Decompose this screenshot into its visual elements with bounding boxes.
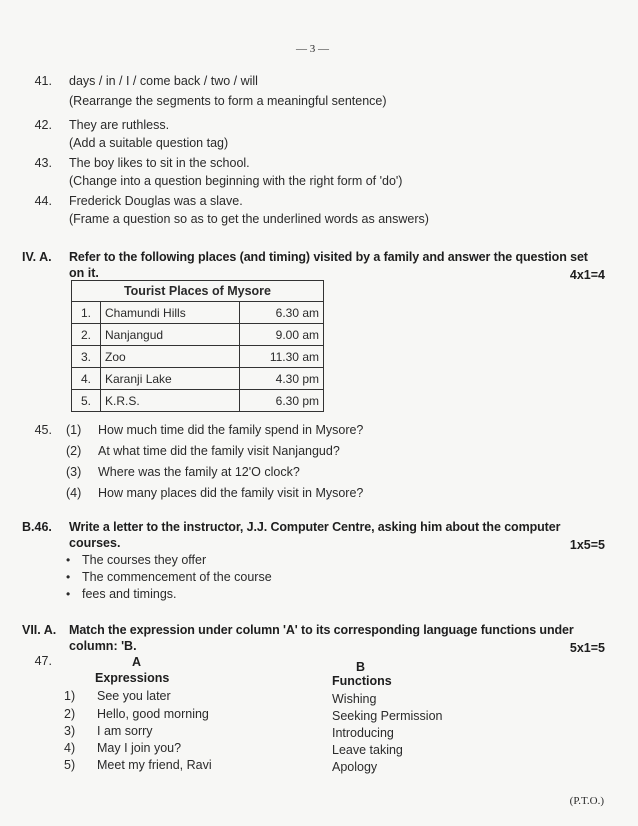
section-instruction-cont: courses.	[69, 536, 121, 550]
column-b-heading: Functions	[332, 674, 392, 688]
table-row	[72, 390, 324, 412]
sub-question-number: (3)	[66, 465, 82, 479]
place-name: K.R.S.	[101, 390, 240, 412]
tourist-places-table	[71, 280, 324, 412]
row-number: 5.	[72, 390, 101, 412]
function-text: Introducing	[332, 726, 394, 740]
sub-question-text: How many places did the family visit in Mysore?	[98, 486, 364, 500]
section-label: B.46.	[22, 520, 52, 534]
bullet-icon: •	[66, 570, 71, 584]
marks-label: 4x1=4	[569, 268, 605, 282]
row-number: 1.	[72, 302, 101, 324]
bullet-text: fees and timings.	[82, 587, 177, 601]
expression-number: 1)	[64, 689, 76, 703]
question-number: 45.	[34, 423, 52, 437]
visit-time: 4.30 pm	[240, 368, 324, 390]
function-text: Apology	[332, 760, 378, 774]
row-number: 2.	[72, 324, 101, 346]
question-text: Frederick Douglas was a slave.	[69, 194, 243, 208]
page-number: — 3 —	[296, 43, 329, 55]
question-number: 41.	[34, 74, 52, 88]
place-name: Chamundi Hills	[101, 302, 240, 324]
expression-text: May I join you?	[97, 741, 182, 755]
sub-question-text: Where was the family at 12'O clock?	[98, 465, 300, 479]
sub-question-number: (1)	[66, 423, 82, 437]
marks-label: 5x1=5	[569, 641, 605, 655]
row-number: 4.	[72, 368, 101, 390]
section-instruction-cont: on it.	[69, 266, 99, 280]
question-number: 42.	[34, 118, 52, 132]
section-instruction-cont: column: 'B.	[69, 639, 137, 653]
question-instruction: (Change into a question beginning with the right form of 'do')	[69, 174, 403, 188]
section-instruction: Refer to the following places (and timing) visited by a family and answer the question set	[69, 250, 588, 264]
column-a-label: A	[132, 655, 142, 669]
function-text: Wishing	[332, 692, 377, 706]
question-number: 44.	[34, 194, 52, 208]
sub-question-number: (2)	[66, 444, 82, 458]
table-row	[72, 324, 324, 346]
question-text: They are ruthless.	[69, 118, 170, 132]
place-name: Zoo	[101, 346, 240, 368]
expression-number: 2)	[64, 707, 76, 721]
table-row	[72, 368, 324, 390]
visit-time: 9.00 am	[240, 324, 324, 346]
function-text: Leave taking	[332, 743, 403, 757]
sub-question-text: At what time did the family visit Nanjangud?	[98, 444, 340, 458]
expression-text: See you later	[97, 689, 171, 703]
section-label: VII. A.	[22, 623, 57, 637]
question-text: The boy likes to sit in the school.	[69, 156, 250, 170]
table-row	[72, 346, 324, 368]
visit-time: 6.30 am	[240, 302, 324, 324]
place-name: Karanji Lake	[101, 368, 240, 390]
question-instruction: (Frame a question so as to get the underlined words as answers)	[69, 212, 429, 226]
question-instruction: (Add a suitable question tag)	[69, 136, 229, 150]
expression-number: 4)	[64, 741, 76, 755]
question-number: 43.	[34, 156, 52, 170]
section-label: IV. A.	[22, 250, 52, 264]
column-a-heading: Expressions	[95, 671, 170, 685]
expression-number: 3)	[64, 724, 76, 738]
marks-label: 1x5=5	[569, 538, 605, 552]
visit-time: 11.30 am	[240, 346, 324, 368]
section-instruction: Match the expression under column 'A' to its corresponding language functions under	[69, 623, 574, 637]
bullet-text: The commencement of the course	[82, 570, 272, 584]
bullet-text: The courses they offer	[82, 553, 207, 567]
question-number: 47.	[34, 654, 52, 668]
visit-time: 6.30 pm	[240, 390, 324, 412]
row-number: 3.	[72, 346, 101, 368]
bullet-icon: •	[66, 587, 71, 601]
pto-footer: (P.T.O.)	[569, 795, 604, 807]
sub-question-number: (4)	[66, 486, 82, 500]
table-row	[72, 302, 324, 324]
sub-question-text: How much time did the family spend in Mysore?	[98, 423, 364, 437]
question-text: days / in / I / come back / two / will	[69, 74, 258, 88]
expression-number: 5)	[64, 758, 76, 772]
column-b-label: B	[356, 660, 366, 674]
expression-text: I am sorry	[97, 724, 153, 738]
expression-text: Meet my friend, Ravi	[97, 758, 212, 772]
place-name: Nanjangud	[101, 324, 240, 346]
bullet-icon: •	[66, 553, 71, 567]
table-title: Tourist Places of Mysore	[72, 281, 324, 302]
question-instruction: (Rearrange the segments to form a meaningful sentence)	[69, 94, 387, 108]
section-instruction: Write a letter to the instructor, J.J. Computer Centre, asking him about the computer	[69, 520, 561, 534]
function-text: Seeking Permission	[332, 709, 443, 723]
expression-text: Hello, good morning	[97, 707, 209, 721]
